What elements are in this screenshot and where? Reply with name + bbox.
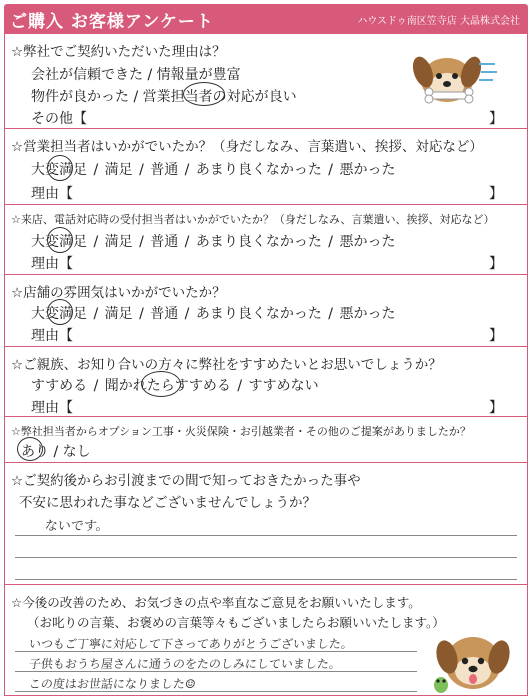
question-4-options: 大変満足 / 満足 / 普通 / あまり良くなかった / 悪かった — [31, 306, 396, 322]
question-8-answer-line2: 子供もおうち屋さんに通うのをたのしみにしていました。 — [28, 657, 342, 671]
question-3-reason-close: 】 — [489, 256, 503, 272]
question-7-text-line1: ☆ご契約後からお引渡までの間で知っておきたかった事や — [11, 473, 361, 489]
question-4-reason-close: 】 — [489, 328, 503, 344]
survey-header — [4, 4, 528, 34]
question-6-options: あり / なし — [21, 444, 91, 460]
question-2-reason-line — [31, 183, 503, 203]
question-2-reason-label: 理由【 — [31, 186, 73, 202]
question-3-options: 大変満足 / 満足 / 普通 / あまり良くなかった / 悪かった — [31, 234, 396, 250]
question-1-options-line1: 会社が信頼できた / 情報量が豊富 — [31, 67, 241, 83]
question-1-other-close: 】 — [489, 111, 503, 127]
question-1-section — [5, 34, 527, 128]
survey-title: ご購入 お客様アンケート — [10, 11, 214, 32]
question-8-note: （お叱りの言葉、お褒めの言葉等々もございましたらお願いいたします。） — [27, 615, 445, 630]
question-8-section — [5, 584, 527, 696]
question-8-text: ☆今後の改善のため、お気づきの点や率直なご意見をお願いいたします。 — [11, 595, 421, 610]
handwritten-circle-mark — [47, 299, 73, 325]
question-5-reason-line — [31, 397, 503, 417]
question-1-text: ☆弊社でご契約いただいた理由は？ — [11, 44, 226, 60]
survey-sheet — [4, 34, 528, 696]
handwritten-circle-mark — [17, 437, 43, 461]
answer-rule — [15, 579, 517, 580]
question-3-text: ☆来店、電話対応時の受付担当者はいかがでいたか？（身だしなみ、言葉遣い、挨拶、対応など） — [11, 213, 495, 226]
company-name: ハウスドゥ南区笠寺店 大晶株式会社 — [357, 15, 520, 27]
question-5-options: すすめる / 聞かれたらすすめる / すすめない — [31, 378, 319, 394]
answer-rule — [15, 651, 417, 652]
question-5-reason-label: 理由【 — [31, 400, 73, 416]
question-3-reason-line — [31, 253, 503, 273]
answer-rule — [15, 557, 517, 558]
answer-rule — [15, 671, 417, 672]
question-1-options-line2: 物件が良かった / 営業担当者の対応が良い — [31, 89, 297, 105]
question-5-reason-close: 】 — [489, 400, 503, 416]
question-6-section — [5, 416, 527, 462]
question-5-text: ☆ご親族、お知り合いの方々に弊社をすすめたいとお思いでしょうか？ — [11, 357, 442, 373]
question-3-section — [5, 204, 527, 274]
handwritten-circle-mark — [47, 227, 73, 253]
question-3-reason-label: 理由【 — [31, 256, 73, 272]
dog-mascot-icon — [403, 42, 499, 114]
answer-rule — [15, 535, 517, 536]
question-5-section — [5, 346, 527, 416]
question-2-options: 大変満足 / 満足 / 普通 / あまり良くなかった / 悪かった — [31, 162, 396, 178]
handwritten-circle-mark — [183, 82, 225, 106]
question-7-section — [5, 462, 527, 584]
handwritten-circle-mark — [141, 371, 181, 397]
question-4-section — [5, 274, 527, 346]
question-8-answer-line1: いつもご丁寧に対応して下さってありがとうございました。 — [28, 637, 354, 651]
question-4-text: ☆店舗の雰囲気はいかがでいたか？ — [11, 285, 226, 301]
dog-mascot-icon — [425, 625, 523, 695]
handwritten-circle-mark — [47, 155, 73, 181]
answer-rule — [15, 691, 417, 692]
question-2-text: ☆営業担当者はいかがでいたか？（身だしなみ、言葉遣い、挨拶、対応など） — [11, 139, 483, 155]
question-2-reason-close: 】 — [489, 186, 503, 202]
question-4-reason-line — [31, 325, 503, 345]
question-6-text: ☆弊社担当者からオプション工事・火災保険・お引越業者・その他のご提案がありましたか？ — [11, 425, 471, 438]
question-1-other-label: その他【 — [31, 111, 87, 127]
question-7-text-line2: 不安に思われた事などございませんでしょうか？ — [19, 495, 316, 511]
question-2-section — [5, 128, 527, 204]
question-8-answer-line3: この度はお世話になりました☺ — [28, 677, 197, 691]
question-7-handwritten-answer: ないです。 — [44, 519, 110, 534]
survey-page — [4, 4, 528, 696]
question-4-reason-label: 理由【 — [31, 328, 73, 344]
